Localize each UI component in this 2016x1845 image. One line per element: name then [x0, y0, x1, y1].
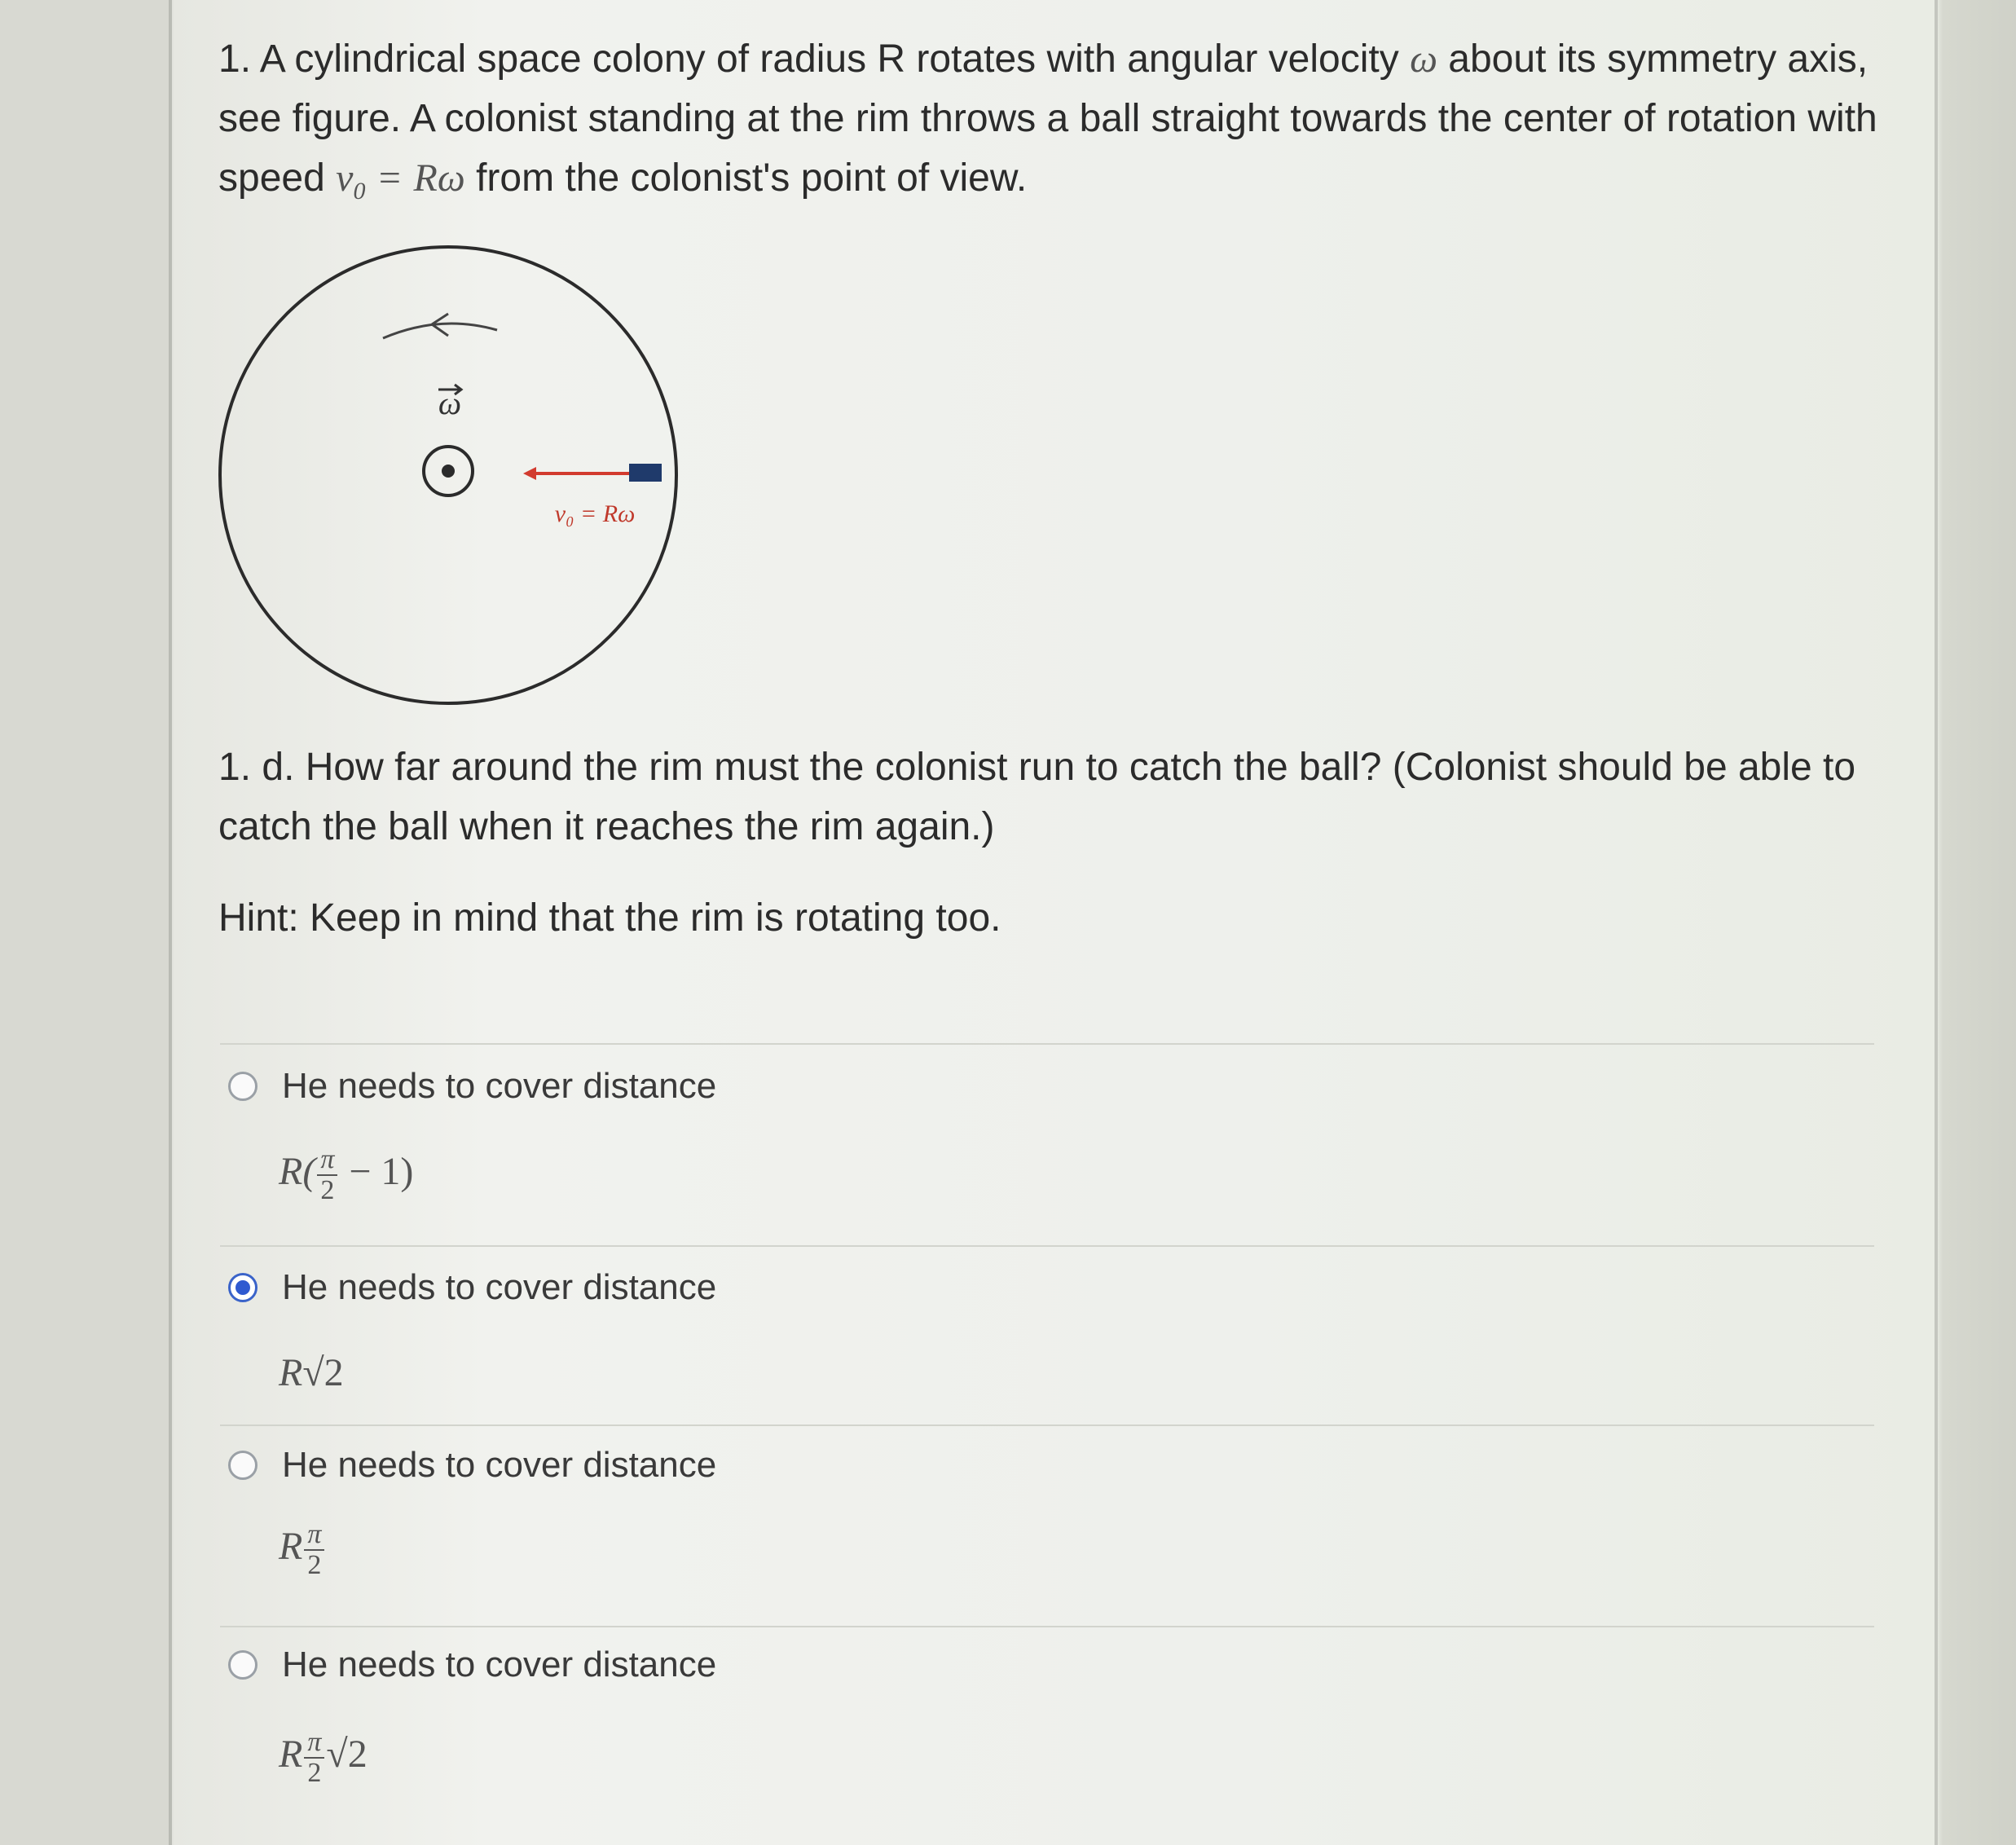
option-1[interactable]	[228, 1063, 1776, 1243]
axis-symbol-dot	[442, 465, 455, 478]
question-text	[218, 29, 1881, 221]
question-text-part2: about its symmetry axis, see figure. A colonist standing at the rim throws a ball straight towards the center of rotation with speed	[218, 37, 1877, 200]
speed-lhs: $v_0$	[336, 156, 366, 205]
option-1-label: He needs to cover distance	[282, 1066, 717, 1106]
option-4-label: He needs to cover distance	[282, 1645, 717, 1684]
option-3-label: He needs to cover distance	[282, 1445, 717, 1485]
option-4[interactable]	[228, 1642, 1776, 1838]
question-text-part1: 1. A cylindrical space colony of radius R rotates with angular velocity	[218, 37, 1411, 81]
speed-rhs: Rω	[413, 156, 465, 200]
colony-figure	[212, 236, 684, 717]
velocity-label: v₀ = Rω	[554, 500, 636, 527]
option-1-formula: R( $\frac{\pi}{2}$ − 1)	[279, 1144, 414, 1205]
option-4-formula: R $\frac{\pi}{2}$ √2	[279, 1727, 368, 1788]
option-2-label: He needs to cover distance	[282, 1267, 717, 1307]
option-1-radio[interactable]	[228, 1072, 258, 1101]
option-4-radio[interactable]	[228, 1650, 258, 1680]
option-3-formula: R $\frac{\pi}{2}$	[279, 1520, 326, 1580]
divider-2	[220, 1424, 1874, 1426]
page-border-left	[169, 0, 172, 1845]
equals-sign: =	[376, 156, 403, 200]
question-text-end: from the colonist's point of view.	[464, 156, 1028, 200]
option-3[interactable]	[228, 1442, 1776, 1622]
colonist-marker	[629, 464, 662, 482]
velocity-arrowhead	[523, 467, 536, 480]
option-2[interactable]	[228, 1265, 1776, 1428]
option-2-radio[interactable]	[228, 1273, 258, 1302]
page-border-right	[1935, 0, 1938, 1845]
divider-top	[220, 1043, 1874, 1045]
omega-vector-label: ω	[438, 385, 462, 421]
option-3-radio[interactable]	[228, 1451, 258, 1480]
divider-1	[220, 1245, 1874, 1247]
omega-symbol: ω	[1410, 37, 1437, 81]
speed-subscript: 0	[353, 178, 366, 205]
divider-3	[220, 1626, 1874, 1627]
part-d-question: 1. d. How far around the rim must the colonist run to catch the ball? (Colonist should be able to catch the ball when it reaches the rim again.)	[218, 746, 1856, 848]
option-2-formula: R√2	[279, 1351, 344, 1394]
hint-text: Hint: Keep in mind that the rim is rotating too.	[218, 896, 1001, 940]
